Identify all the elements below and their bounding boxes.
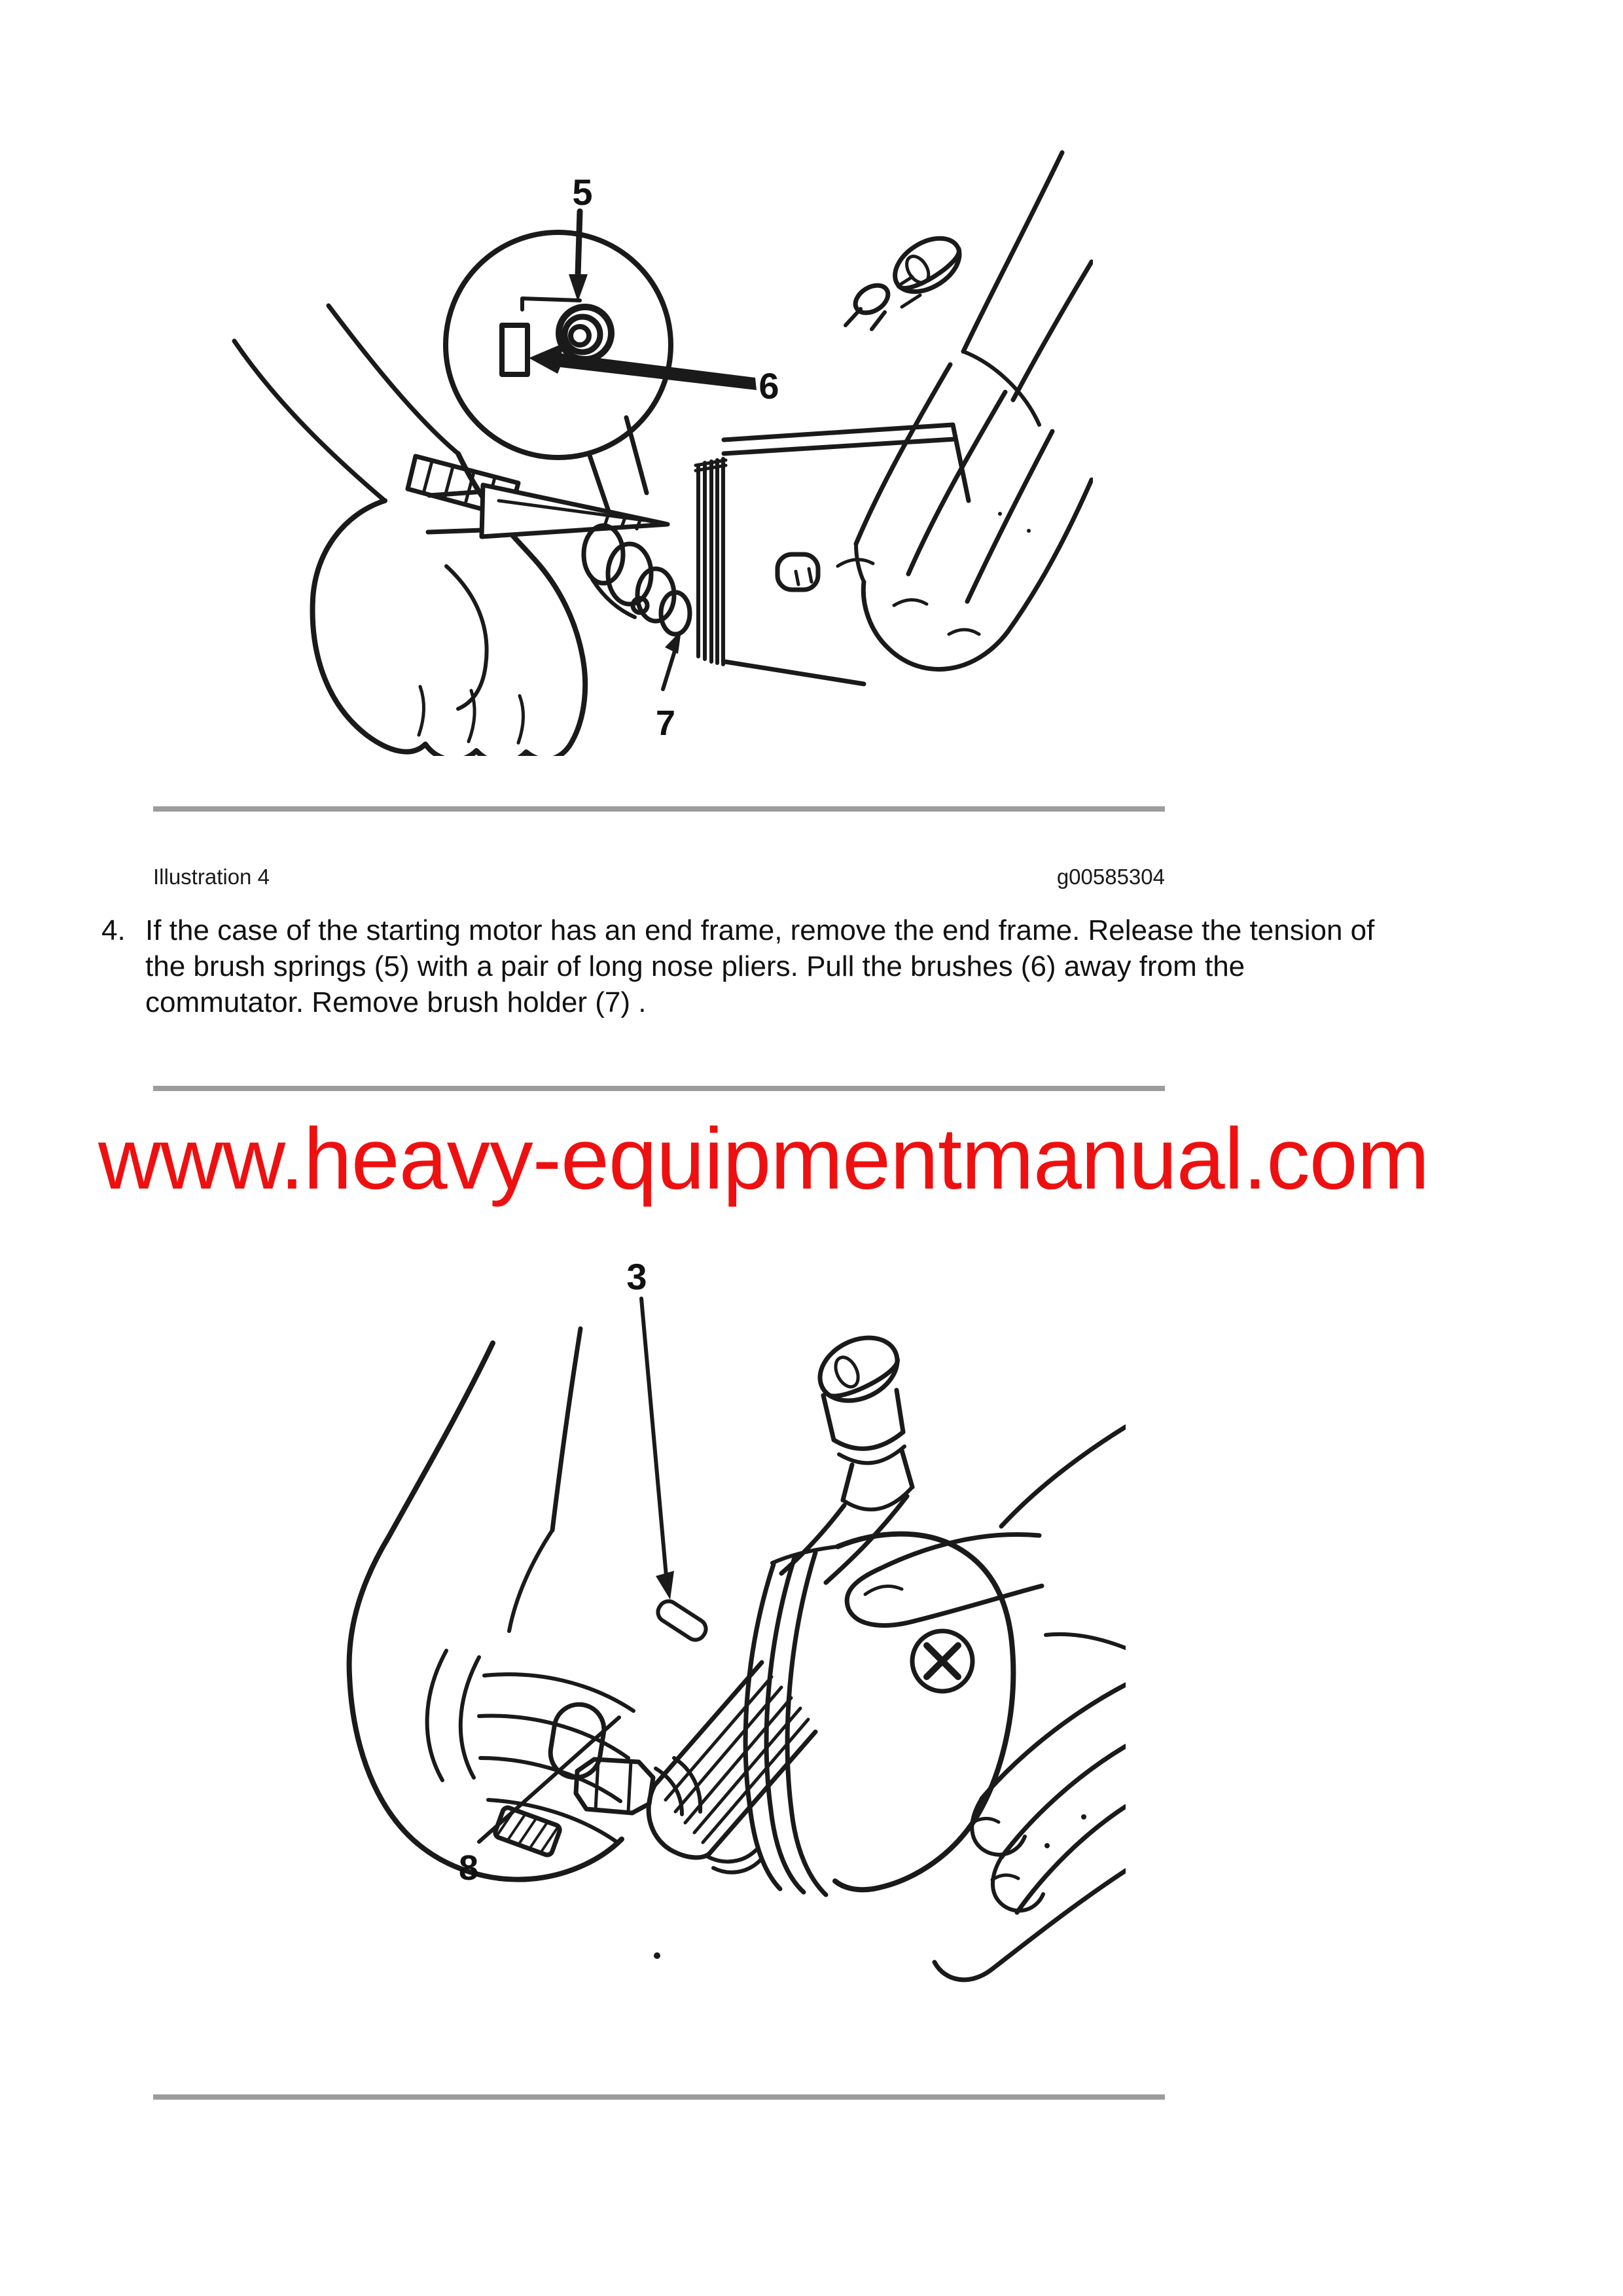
callout-3-arrowhead (656, 1571, 674, 1600)
brush-spring-coil (559, 307, 611, 359)
figure-brush-removal-illustration (216, 147, 1093, 756)
terminal-stud (846, 227, 969, 329)
figure-caption (153, 864, 1165, 890)
long-nose-pliers (408, 456, 668, 537)
callout-3-label: 3 (626, 1256, 647, 1297)
callout-7 (656, 630, 681, 743)
callout-5-arrow-shaft (578, 211, 580, 276)
callout-5-label: 5 (572, 171, 593, 213)
callout-3 (626, 1256, 709, 1643)
step-number: 4. (101, 914, 126, 946)
figure-armature-removal-illustration (288, 1224, 1126, 2042)
watermark-text: www.heavy-equipmentmanual.com (98, 1111, 1429, 1208)
watermark-divider (153, 1086, 1165, 1091)
case-pad (654, 1598, 710, 1643)
step-4-instruction (101, 912, 1374, 1020)
step-text-line: If the case of the starting motor has an end frame, remove the end frame. Release the tension of (145, 914, 1375, 946)
callout-8-label: 8 (458, 1848, 479, 1888)
threaded-stud (494, 1806, 562, 1857)
callout-6-label: 6 (758, 365, 779, 406)
brush-rigging (584, 526, 690, 634)
right-hand (847, 1427, 1126, 1980)
figure-caption-label: Illustration 4 (153, 865, 270, 889)
step-text (145, 912, 1374, 1020)
callout-7-label: 7 (655, 704, 676, 743)
callout-3-leader (641, 1299, 666, 1576)
right-thumb (847, 1534, 1042, 1625)
hex-nut (576, 1759, 653, 1813)
bottom-divider (153, 2094, 1165, 2100)
brush-rectangle (502, 325, 527, 374)
step-text-line: commutator. Remove brush holder (7) . (145, 986, 647, 1018)
starter-motor (696, 425, 969, 684)
stray-mark (654, 1952, 660, 1959)
step-text-line: the brush springs (5) with a pair of long nose pliers. Pull the brushes (6) away from the (145, 950, 1245, 982)
right-hand (838, 152, 1092, 670)
callout-5-arrowhead (569, 274, 588, 302)
left-hand (349, 1329, 633, 1880)
figure-caption-code: g00585304 (1056, 865, 1165, 889)
magnifier-balloon (446, 232, 671, 523)
caption-divider (153, 806, 1165, 812)
